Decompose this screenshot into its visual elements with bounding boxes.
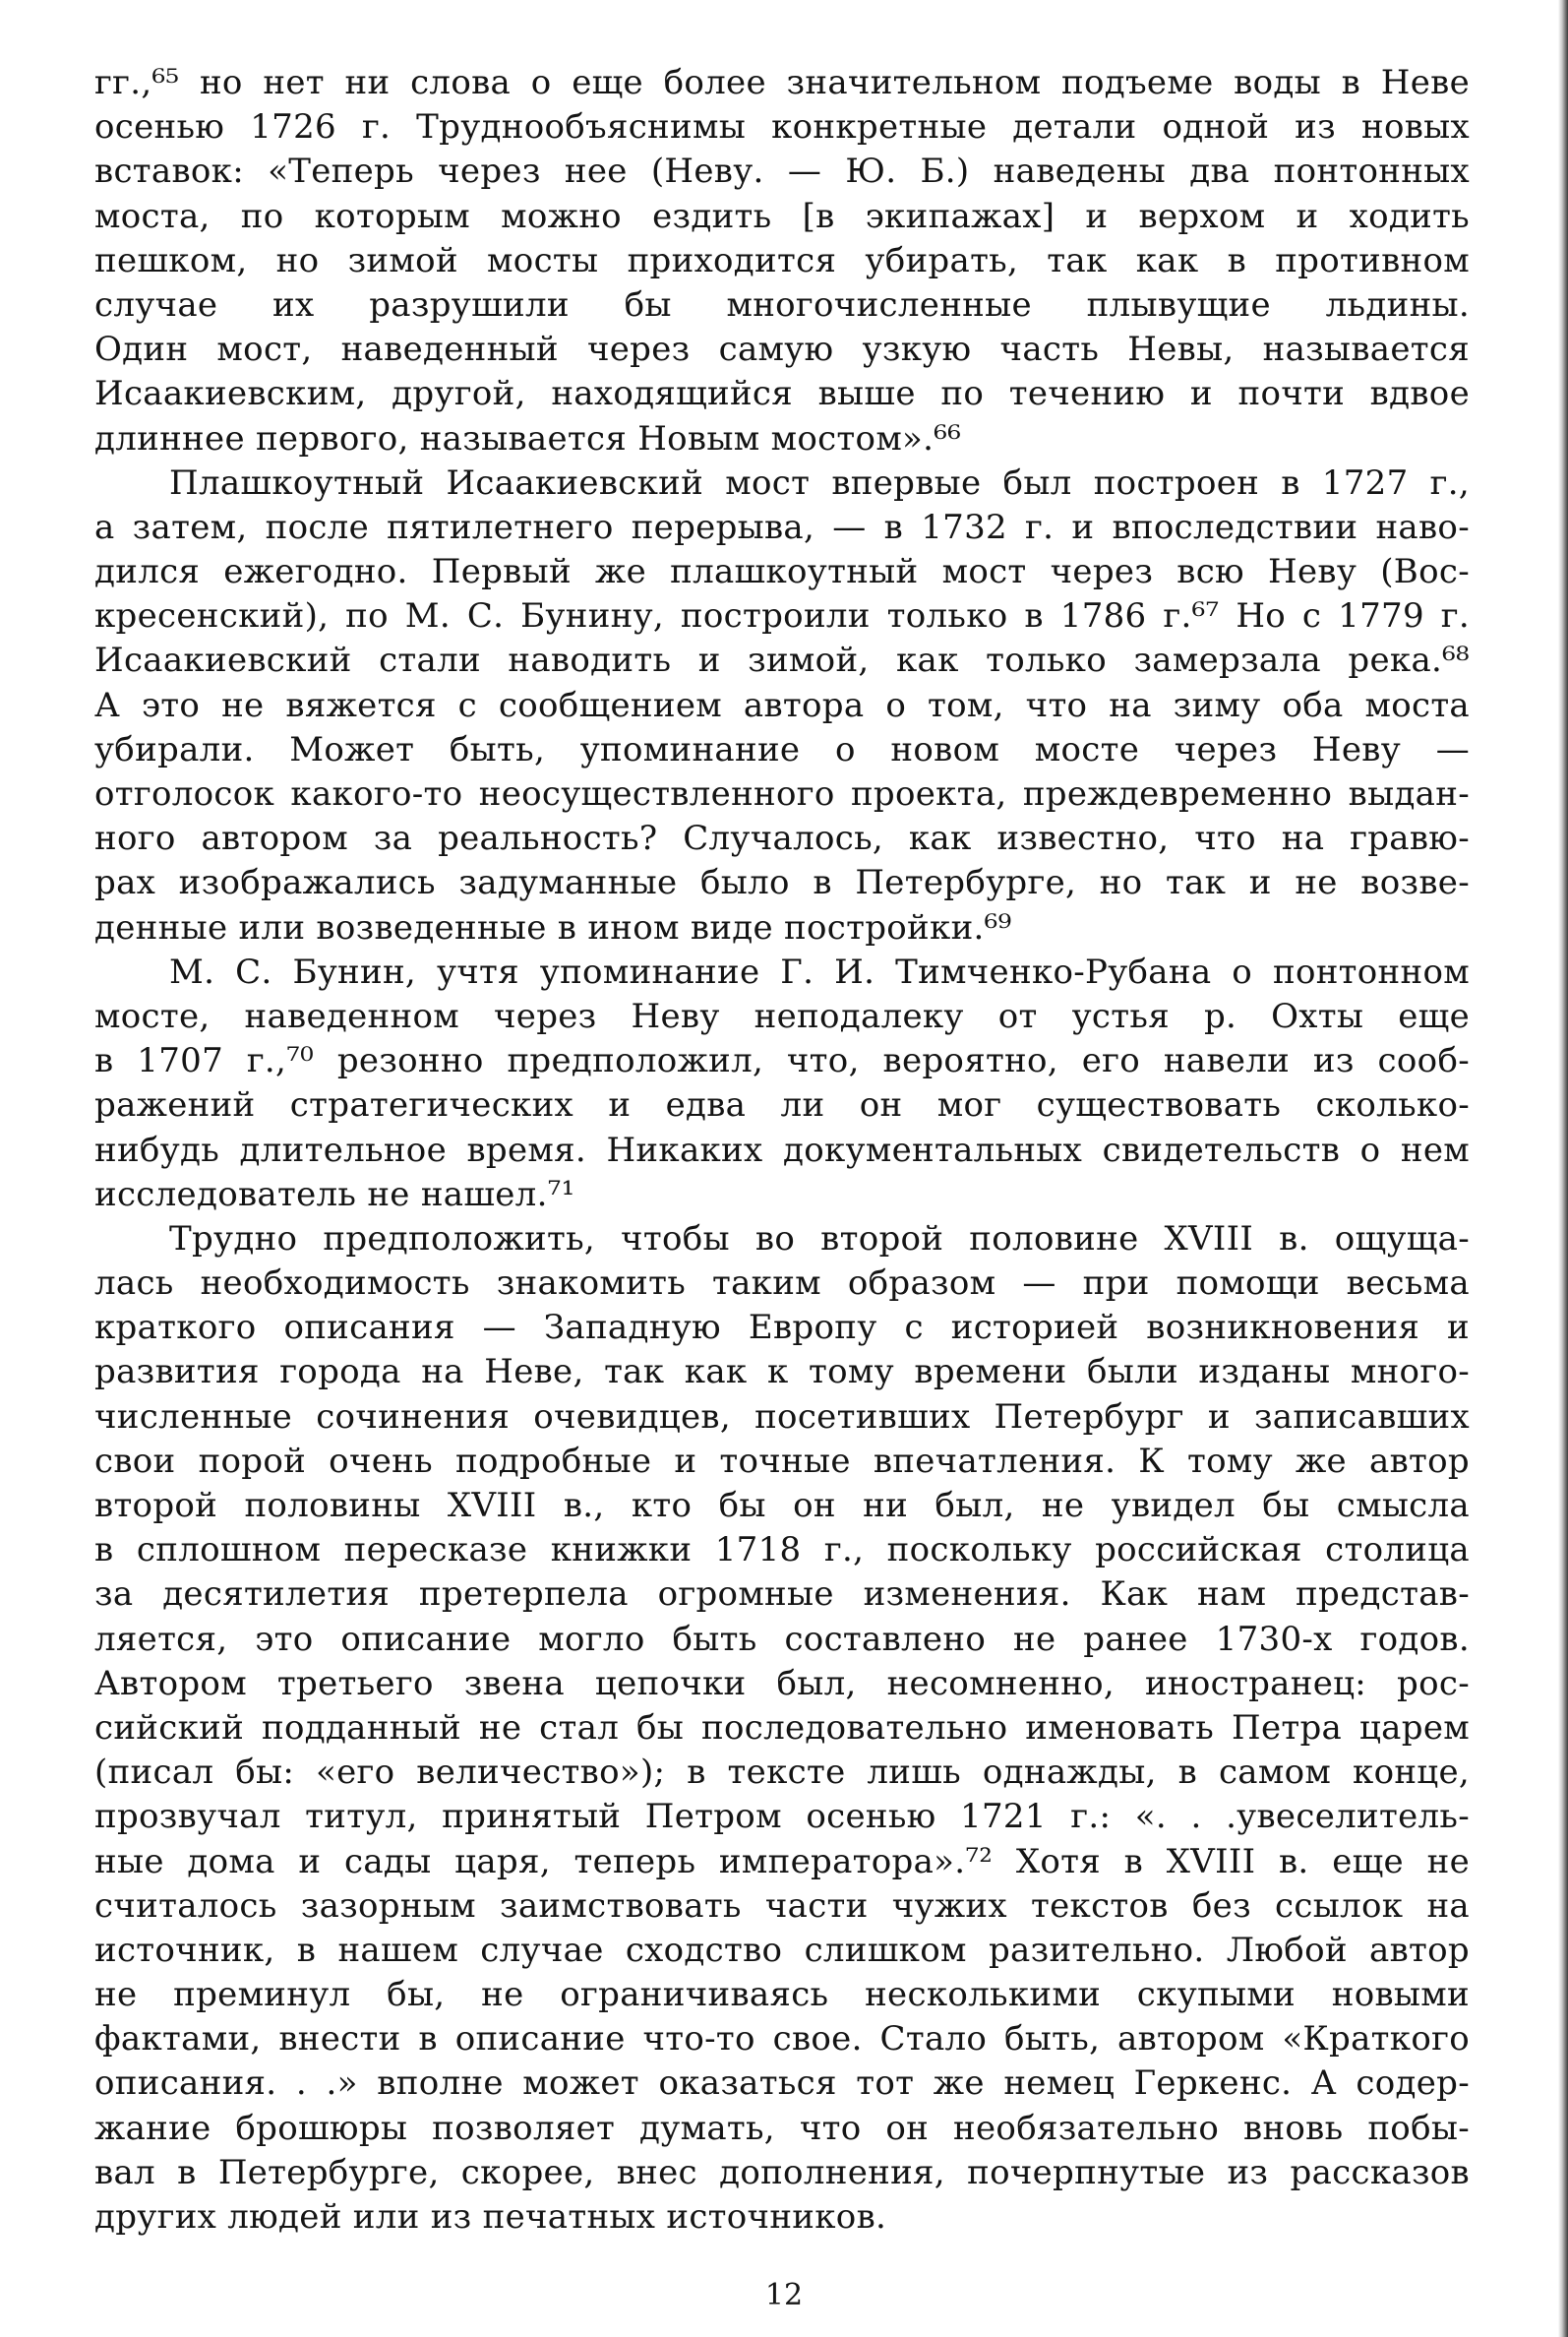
text-line: осенью 1726 г. Труднообъяснимы конкретные детали одной из новых [94, 107, 1470, 148]
text-line: нибудь длительное время. Никаких документальных свидетельств о нем [94, 1130, 1470, 1170]
text-line: а затем, после пятилетнего перерыва, — в 1732 г. и впоследствии наво- [94, 507, 1470, 547]
text-line: отголосок какого-то неосуществленного проекта, преждевременно выдан- [94, 774, 1470, 814]
text-line: прозвучал титул, принятый Петром осенью 1721 г.: «. . .увеселитель- [94, 1797, 1470, 1837]
text-line: сийский подданный не стал бы последовательно именовать Петра царем [94, 1707, 1470, 1748]
text-line: исследователь не нашел.⁷¹ [94, 1174, 575, 1214]
text-line: свои порой очень подробные и точные впечатления. К тому же автор [94, 1441, 1470, 1481]
text-line: ражений стратегических и едва ли он мог существовать сколько- [94, 1085, 1470, 1126]
text-line: гг.,⁶⁵ но нет ни слова о еще более значительном подъеме воды в Неве [94, 63, 1470, 102]
text-line: вставок: «Теперь через нее (Неву. — Ю. Б.) наведены два понтонных [94, 152, 1470, 192]
book-spine-shadow [1558, 0, 1568, 2337]
text-line: ные дома и сады царя, теперь императора».⁷² Хотя в XVIII в. еще не [94, 1841, 1470, 1881]
paragraph-start-line: Трудно предположить, чтобы во второй половине XVIII в. ощуща- [169, 1218, 1470, 1259]
text-line: дился ежегодно. Первый же плашкоутный мост через всю Неву (Вос- [94, 552, 1470, 592]
text-line: развития города на Неве, так как к тому времени были изданы много- [94, 1352, 1470, 1392]
text-line: пешком, но зимой мосты приходится убирать, так как в противном [94, 240, 1470, 280]
text-line: рах изображались задуманные было в Петербурге, но так и не возве- [94, 863, 1470, 903]
text-line: в сплошном пересказе книжки 1718 г., поскольку российская столица [94, 1530, 1470, 1570]
text-line: Исаакиевский стали наводить и зимой, как только замерзала река.⁶⁸ [94, 641, 1470, 681]
text-line: Автором третьего звена цепочки был, несомненно, иностранец: рос- [94, 1663, 1470, 1703]
text-line: (писал бы: «его величество»); в тексте лишь однажды, в самом конце, [94, 1753, 1470, 1793]
text-line: лась необходимость знакомить таким образом — при помощи весьма [94, 1263, 1470, 1304]
text-line: длиннее первого, называется Новым мостом».⁶⁶ [94, 418, 962, 459]
text-line: Один мост, наведенный через самую узкую часть Невы, называется [94, 330, 1470, 370]
text-line: случае их разрушили бы многочисленные плывущие льдины. [94, 284, 1470, 325]
text-line: кресенский), по М. С. Бунину, построили только в 1786 г.⁶⁷ Но с 1779 г. [94, 596, 1470, 637]
text-line: считалось зазорным заимствовать части чужих текстов без ссылок на [94, 1885, 1470, 1926]
text-line: ного автором за реальность? Случалось, как известно, что на гравю- [94, 819, 1470, 859]
text-line: Исаакиевским, другой, находящийся выше по течению и почти вдвое [94, 374, 1470, 414]
text-line: жание брошюры позволяет думать, что он необязательно вновь побы- [94, 2108, 1470, 2148]
text-line: денные или возведенные в ином виде постройки.⁶⁹ [94, 907, 1012, 948]
text-line: фактами, внести в описание что-то свое. Стало быть, автором «Краткого [94, 2019, 1470, 2060]
text-line: не преминул бы, не ограничиваясь несколькими скупыми новыми [94, 1975, 1470, 2015]
text-line: мосте, наведенном через Неву неподалеку от устья р. Охты еще [94, 996, 1470, 1036]
text-line: в 1707 г.,⁷⁰ резонно предположил, что, вероятно, его навели из сооб- [94, 1041, 1470, 1081]
text-line: за десятилетия претерпела огромные изменения. Как нам представ- [94, 1574, 1470, 1615]
text-line: вал в Петербурге, скорее, внес дополнения, почерпнутые из рассказов [94, 2152, 1470, 2192]
text-line: убирали. Может быть, упоминание о новом мосте через Неву — [94, 729, 1470, 769]
text-line: второй половины XVIII в., кто бы он ни был, не увидел бы смысла [94, 1486, 1470, 1525]
text-line: краткого описания — Западную Европу с историей возникновения и [94, 1308, 1470, 1348]
paragraph-start-line: Плашкоутный Исаакиевский мост впервые был построен в 1727 г., [169, 462, 1470, 503]
text-line: А это не вяжется с сообщением автора о том, что на зиму оба моста [94, 685, 1470, 725]
text-line: моста, по которым можно ездить [в экипажах] и верхом и ходить [94, 196, 1470, 236]
text-line: описания. . .» вполне может оказаться тот же немец Геркенс. А содер- [94, 2063, 1470, 2104]
text-line: численные сочинения очевидцев, посетивших Петербург и записавших [94, 1396, 1470, 1437]
paragraph-start-line: М. С. Бунин, учтя упоминание Г. И. Тимченко-Рубана о понтонном [169, 952, 1470, 992]
text-line: источник, в нашем случае сходство слишком разительно. Любой автор [94, 1930, 1470, 1970]
page-number: 12 [764, 2278, 804, 2312]
text-line: других людей или из печатных источников. [94, 2197, 887, 2237]
text-line: ляется, это описание могло быть составлено не ранее 1730-х годов. [94, 1619, 1470, 1659]
body-text [94, 61, 1470, 2240]
